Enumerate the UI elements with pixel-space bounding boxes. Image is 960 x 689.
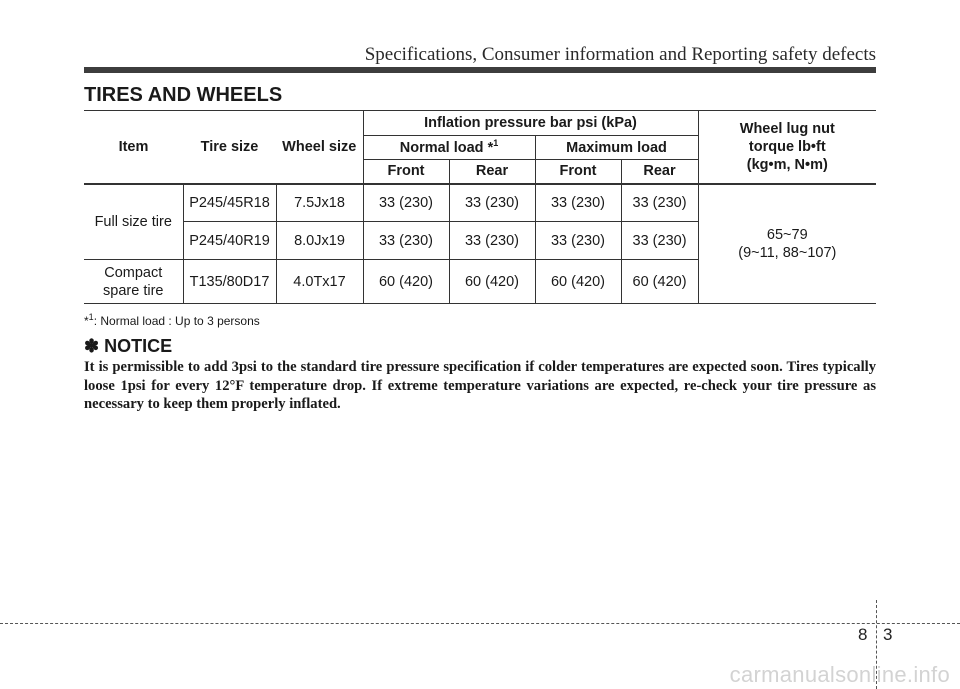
lug-line-2: torque lb•ft [748, 138, 826, 155]
lug-line-3: (kg•m, N•m) [746, 156, 828, 173]
header-rule [84, 67, 876, 73]
chapter-number: 8 [858, 625, 868, 644]
cell-max-rear: 33 (230) [621, 184, 698, 222]
section-title: TIRES AND WHEELS [84, 84, 283, 106]
header-normal-rear: Rear [449, 160, 535, 184]
cell-tire-size: P245/40R19 [183, 222, 276, 260]
cell-wheel-size: 8.0Jx19 [276, 222, 363, 260]
footnote: *$^1$: Normal load : Up to 3 persons [84, 312, 260, 328]
header-max-rear: Rear [621, 160, 698, 184]
lug-line-1: Wheel lug nut [739, 120, 835, 137]
header-wheel-size: Wheel size [276, 111, 363, 184]
header-inflation-pressure: Inflation pressure bar psi (kPa) [363, 111, 698, 136]
torque-value: 65~79 [766, 226, 808, 243]
cell-max-rear: 60 (420) [621, 260, 698, 304]
table-row [84, 184, 876, 222]
header-item: Item [84, 111, 183, 184]
cell-wheel-size: 7.5Jx18 [276, 184, 363, 222]
cell-tire-size: P245/45R18 [183, 184, 276, 222]
footer-divider [0, 623, 960, 624]
notice-body: It is permissible to add 3psi to the standard tire pressure specification if colder temperatures are expected soon. Tires typically loose 1psi for every 12°F temperature drop. If extreme temperature variations are expected, re-check your tire pressure as necessary to keep them properly inflated. [84, 359, 876, 412]
watermark: carmanualsonline.info [729, 662, 950, 687]
page-number: 3 [883, 625, 893, 644]
header-lug-nut-torque [698, 111, 876, 184]
header-maximum-load: Maximum load [535, 136, 698, 160]
header-normal-front: Front [363, 160, 449, 184]
tires-wheels-table [84, 110, 876, 304]
cell-normal-rear: 33 (230) [449, 222, 535, 260]
cell-max-rear: 33 (230) [621, 222, 698, 260]
cell-normal-rear: 33 (230) [449, 184, 535, 222]
cell-normal-front: 33 (230) [363, 184, 449, 222]
cell-wheel-size: 4.0Tx17 [276, 260, 363, 304]
compact-line-2: spare tire [103, 282, 164, 299]
cell-normal-front: 60 (420) [363, 260, 449, 304]
cell-lug-torque [698, 184, 876, 304]
compact-line-1: Compact [104, 264, 163, 281]
cell-full-size-tire: Full size tire [84, 184, 183, 260]
cell-compact-spare-tire [84, 260, 183, 304]
page-header-title: Specifications, Consumer information and Reporting safety defects [364, 44, 876, 65]
cell-normal-rear: 60 (420) [449, 260, 535, 304]
cell-max-front: 33 (230) [535, 222, 621, 260]
notice-title: ✽ NOTICE [84, 336, 173, 356]
header-normal-load: Normal load *$^1$ [363, 136, 535, 160]
notice-star-icon: ✽ [84, 336, 100, 356]
torque-value-metric: (9~11, 88~107) [738, 244, 837, 261]
cell-max-front: 33 (230) [535, 184, 621, 222]
header-max-front: Front [535, 160, 621, 184]
header-tire-size: Tire size [183, 111, 276, 184]
cell-max-front: 60 (420) [535, 260, 621, 304]
cell-normal-front: 33 (230) [363, 222, 449, 260]
cell-tire-size: T135/80D17 [183, 260, 276, 304]
